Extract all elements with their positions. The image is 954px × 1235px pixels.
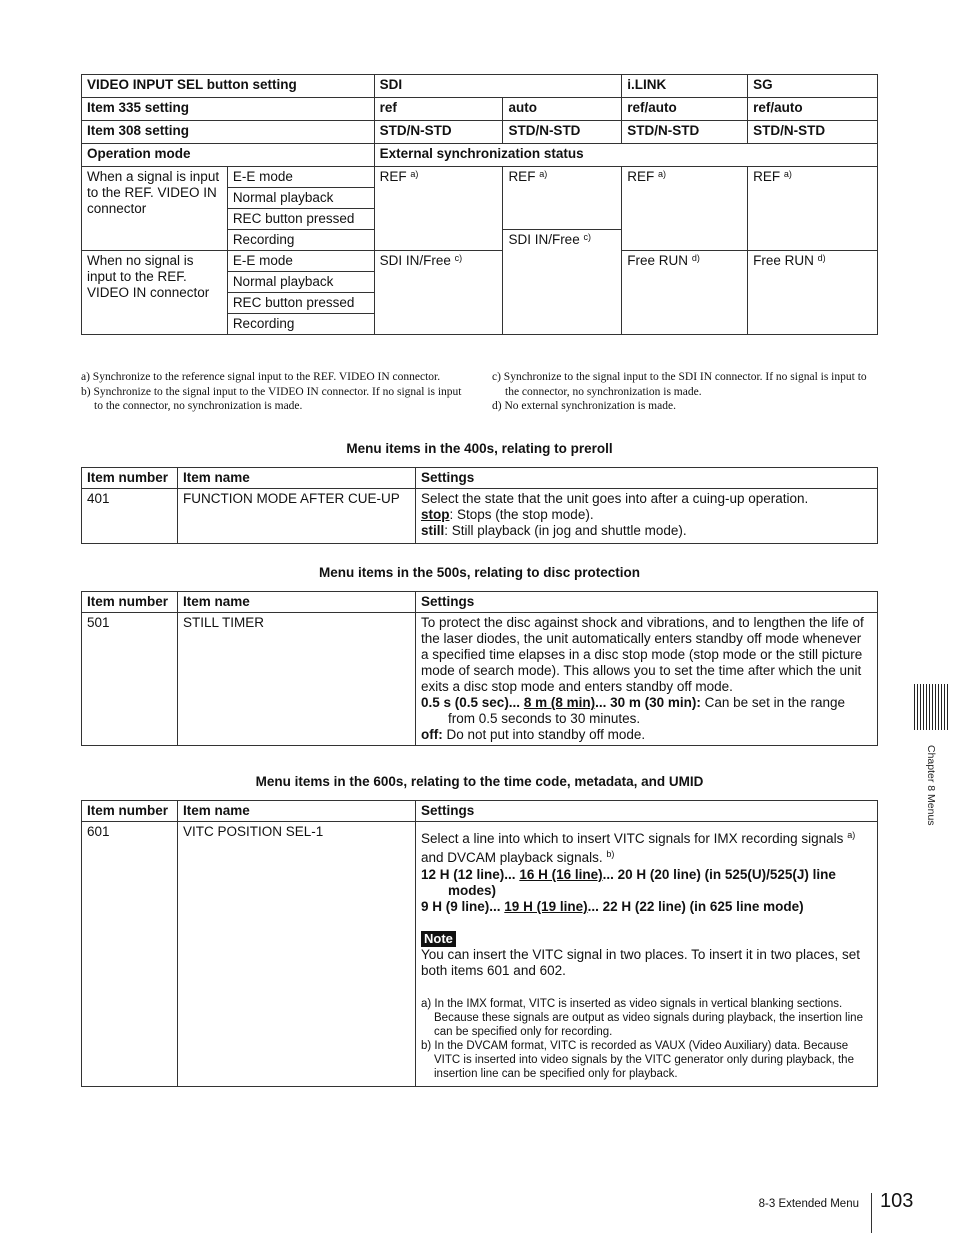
header-cell: Item 308 setting xyxy=(82,121,375,144)
item-number: 501 xyxy=(82,613,178,746)
table-row xyxy=(82,613,878,746)
header-cell: auto xyxy=(503,98,622,121)
status-cell: REF $^{a)}$ xyxy=(622,167,748,251)
condition-cell: When a signal is input to the REF. VIDEO IN connector xyxy=(82,167,228,251)
section-caption: Menu items in the 400s, relating to preroll xyxy=(346,441,613,456)
column-header: Item name xyxy=(178,592,416,613)
header-cell: VIDEO INPUT SEL button setting xyxy=(82,75,375,98)
table-row xyxy=(82,822,878,1087)
item-number: 601 xyxy=(82,822,178,1087)
status-cell: SDI IN/Free $^{c)}$ xyxy=(374,251,503,335)
note-text: You can insert the VITC signal in two places. To insert it in two places, set both items 601 and 602. xyxy=(421,947,860,978)
status-cell: REF $^{a)}$ xyxy=(503,167,622,230)
header-cell: ref xyxy=(374,98,503,121)
item-name: FUNCTION MODE AFTER CUE-UP xyxy=(178,489,416,544)
mode-cell: Recording xyxy=(227,230,374,251)
footnotes-left xyxy=(81,370,466,414)
header-cell: STD/N-STD xyxy=(374,121,503,144)
status-cell: SDI IN/Free $^{c)}$ xyxy=(503,230,622,335)
column-header: Item name xyxy=(178,801,416,822)
header-cell: SG xyxy=(748,75,878,98)
table-header-row xyxy=(82,801,878,822)
status-cell: REF $^{a)}$ xyxy=(374,167,503,251)
menu-table-400 xyxy=(81,467,878,544)
mode-cell: E-E mode xyxy=(227,251,374,272)
table-row xyxy=(82,489,878,544)
item-settings: Select the state that the unit goes into after a cuing-up operation. stop: Stops (the stop mode). still: Still playback (in jog and shuttle mode). xyxy=(416,489,878,544)
footnote: b) Synchronize to the signal input to the VIDEO IN connector. If no signal is input to the connector, no synchronization is made. xyxy=(81,385,462,412)
column-header: Item number xyxy=(82,468,178,489)
header-cell: ref/auto xyxy=(748,98,878,121)
mode-cell: REC button pressed xyxy=(227,209,374,230)
table-row xyxy=(82,98,878,121)
table-row xyxy=(82,251,878,272)
mode-cell: Recording xyxy=(227,314,374,335)
table-row xyxy=(82,144,878,167)
note-label: Note xyxy=(421,931,456,947)
item-number: 401 xyxy=(82,489,178,544)
mode-cell: Normal playback xyxy=(227,272,374,293)
footnote: c) Synchronize to the signal input to the SDI IN connector. If no signal is input to the connector, no synchronization is made. xyxy=(492,371,867,398)
mode-cell: REC button pressed xyxy=(227,293,374,314)
menu-table-500 xyxy=(81,591,878,746)
condition-cell: When no signal is input to the REF. VIDEO IN connector xyxy=(82,251,228,335)
table-header-row xyxy=(82,592,878,613)
table-row xyxy=(82,75,878,98)
header-cell: STD/N-STD xyxy=(503,121,622,144)
column-header: Settings xyxy=(416,801,878,822)
mode-cell: E-E mode xyxy=(227,167,374,188)
header-cell: SDI xyxy=(374,75,622,98)
column-header: Item name xyxy=(178,468,416,489)
section-caption: Menu items in the 500s, relating to disc protection xyxy=(318,565,641,580)
item-settings: Select a line into which to insert VITC signals for IMX recording signals $^{a)}$ and DVCAM playback signals. $^{b)}$ 12 H (12 line)... 16 H (16 line)... 20 H (20 line) (in 525(U)/525(J) line modes) 9 H (9 line)... 19 H (19 line)... 22 H (22 line) (in 625 line mode) Note You can insert the VITC signal in two places. To insert it in two places, set both items 601 and 602. a) In the IMX format, VITC is inserted as video signals in vertical blanking sections. Because these signals are output as video signals during playback, the insertion line can be specified only for recording. b) In the DVCAM format, VITC is recorded as VAUX (Video Auxiliary) data. Because VITC is inserted into video signals by the VITC generator only during playback, the insertion line can be specified only for playback. xyxy=(416,822,878,1087)
table-header-row xyxy=(82,468,878,489)
header-cell: Item 335 setting xyxy=(82,98,375,121)
side-chapter-label: Chapter 8 Menus xyxy=(925,745,937,826)
column-header: Settings xyxy=(416,468,878,489)
status-cell: Free RUN $^{d)}$ xyxy=(748,251,878,335)
settings-footnotes: a) In the IMX format, VITC is inserted as video signals in vertical blanking sections. Because these signals are output as video signals during playback, the insertion line can be specified only for recording. b) In the DVCAM format, VITC is recorded as VAUX (Video Auxiliary) data. Because VITC is inserted into video signals by the VITC generator only during playback, the insertion line can be specified only for playback. xyxy=(421,998,863,1080)
header-cell: i.LINK xyxy=(622,75,748,98)
section-caption: Menu items in the 600s, relating to the time code, metadata, and UMID xyxy=(255,774,704,789)
page-number: 103 xyxy=(880,1190,914,1212)
column-header: Item number xyxy=(82,592,178,613)
header-cell: STD/N-STD xyxy=(622,121,748,144)
column-header: Settings xyxy=(416,592,878,613)
footnotes-right xyxy=(492,370,877,414)
header-cell: External synchronization status xyxy=(374,144,877,167)
item-settings: To protect the disc against shock and vibrations, and to lengthen the life of the laser diodes, the unit automatically enters standby off mode whenever a specified time elapses in a disc stop mode (stop mode or the still picture mode of search mode). This allows you to set the time after which the unit exits a disc stop mode and enters standby off mode. 0.5 s (0.5 sec)... 8 m (8 min)... 30 m (30 min): Can be set in the range from 0.5 seconds to 30 minutes. off: Do not put into standby off mode. xyxy=(416,613,878,746)
item-name: VITC POSITION SEL-1 xyxy=(178,822,416,1087)
chapter-thumb-tab xyxy=(914,684,950,730)
footer-section: 8-3 Extended Menu xyxy=(758,1198,859,1210)
footnote: d) No external synchronization is made. xyxy=(492,400,676,412)
header-cell: Operation mode xyxy=(82,144,375,167)
table-row xyxy=(82,167,878,188)
header-cell: STD/N-STD xyxy=(748,121,878,144)
item-name: STILL TIMER xyxy=(178,613,416,746)
table-row xyxy=(82,121,878,144)
footer-divider xyxy=(871,1193,872,1233)
mode-cell: Normal playback xyxy=(227,188,374,209)
sync-status-table xyxy=(81,74,878,335)
menu-table-600 xyxy=(81,800,878,1087)
header-cell: ref/auto xyxy=(622,98,748,121)
footnote: a) Synchronize to the reference signal input to the REF. VIDEO IN connector. xyxy=(81,371,441,383)
column-header: Item number xyxy=(82,801,178,822)
status-cell: REF $^{a)}$ xyxy=(748,167,878,251)
status-cell: Free RUN $^{d)}$ xyxy=(622,251,748,335)
